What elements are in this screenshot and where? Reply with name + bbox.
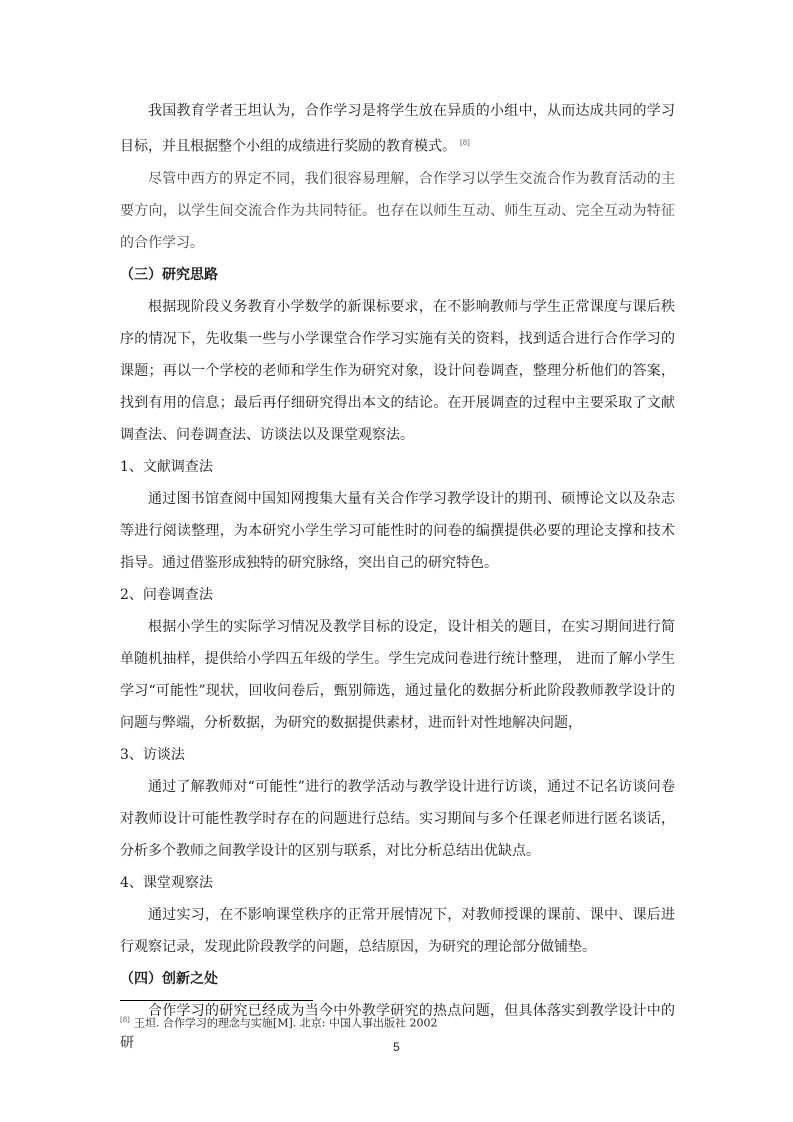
subsection-heading: 1、文献调查法	[120, 458, 213, 475]
footnote-mark: [8]	[120, 1016, 130, 1024]
footnote-text: 王坦. 合作学习的理念与实施[M]. 北京: 中国人事出版社 2002	[133, 1016, 438, 1030]
paragraph: 通过图书馆查阅中国知网搜集大量有关合作学习教学设计的期刊、硕博论文以及杂志等进行阅读整理，为本研究小学生学习可能性时的问卷的编撰提供必要的理论支撑和技术指导。通过借鉴形成独特的研究脉络，突出自己的研究特色。	[120, 490, 675, 571]
subsection-heading: 3、访谈法	[120, 746, 185, 763]
section-heading: （四）创新之处	[120, 970, 218, 987]
footnote-divider	[120, 1000, 313, 1001]
subsection-heading: 4、课堂观察法	[120, 874, 213, 891]
footnote	[120, 1012, 437, 1032]
citation-mark: [8]	[460, 139, 470, 147]
paragraph: 根据小学生的实际学习情况及教学目标的设定，设计相关的题目，在实习期间进行简单随机抽样，提供给小学四五年级的学生。学生完成问卷进行统计整理， 进而了解小学生学习“可能性”现状，回收问卷后，甄别筛选，通过量化的数据分析此阶段教师教学设计的问题与弊端，分析数据，为研究的数据提供素材，进而针对性地解决问题，	[120, 618, 675, 731]
paragraph: 通过实习，在不影响课堂秩序的正常开展情况下，对教师授课的课前、课中、课后进行观察记录，发现此阶段教学的问题，总结原因，为研究的理论部分做铺垫。	[120, 906, 675, 955]
paragraph: 合作学习的研究已经成为当今中外教学研究的热点问题，但具体落实到教学设计中的研	[120, 1002, 675, 1051]
paragraph: 根据现阶段义务教育小学数学的新课标要求，在不影响教师与学生正常课度与课后秩序的情况下，先收集一些与小学课堂合作学习实施有关的资料，找到适合进行合作学习的课题；再以一个学校的老师和学生作为研究对象，设计问卷调查，整理分析他们的答案，找到有用的信息；最后再仔细研究得出本文的结论。在开展调查的过程中主要采取了文献调查法、问卷调查法、访谈法以及课堂观察法。	[120, 298, 675, 443]
page-number: 5	[393, 1040, 400, 1054]
paragraph: 尽管中西方的界定不同，我们很容易理解，合作学习以学生交流合作为教育活动的主要方向，以学生间交流合作为共同特征。也存在以师生互动、师生互动、完全互动为特征的合作学习。	[120, 170, 675, 251]
body-text	[120, 95, 675, 1059]
paragraph-text: 我国教育学者王坦认为，合作学习是将学生放在异质的小组中，从而达成共同的学习目标，并且根据整个小组的成绩进行奖励的教育模式。	[120, 103, 675, 155]
paragraph	[120, 95, 675, 163]
paragraph: 通过了解教师对“可能性”进行的教学活动与教学设计进行访谈，通过不记名访谈问卷对教师设计可能性教学时存在的问题进行总结。实习期间与多个任课老师进行匿名谈话，分析多个教师之间教学设计的区别与联系，对比分析总结出优缺点。	[120, 778, 675, 859]
subsection-heading: 2、问卷调查法	[120, 586, 213, 603]
section-heading: （三）研究思路	[120, 266, 218, 283]
